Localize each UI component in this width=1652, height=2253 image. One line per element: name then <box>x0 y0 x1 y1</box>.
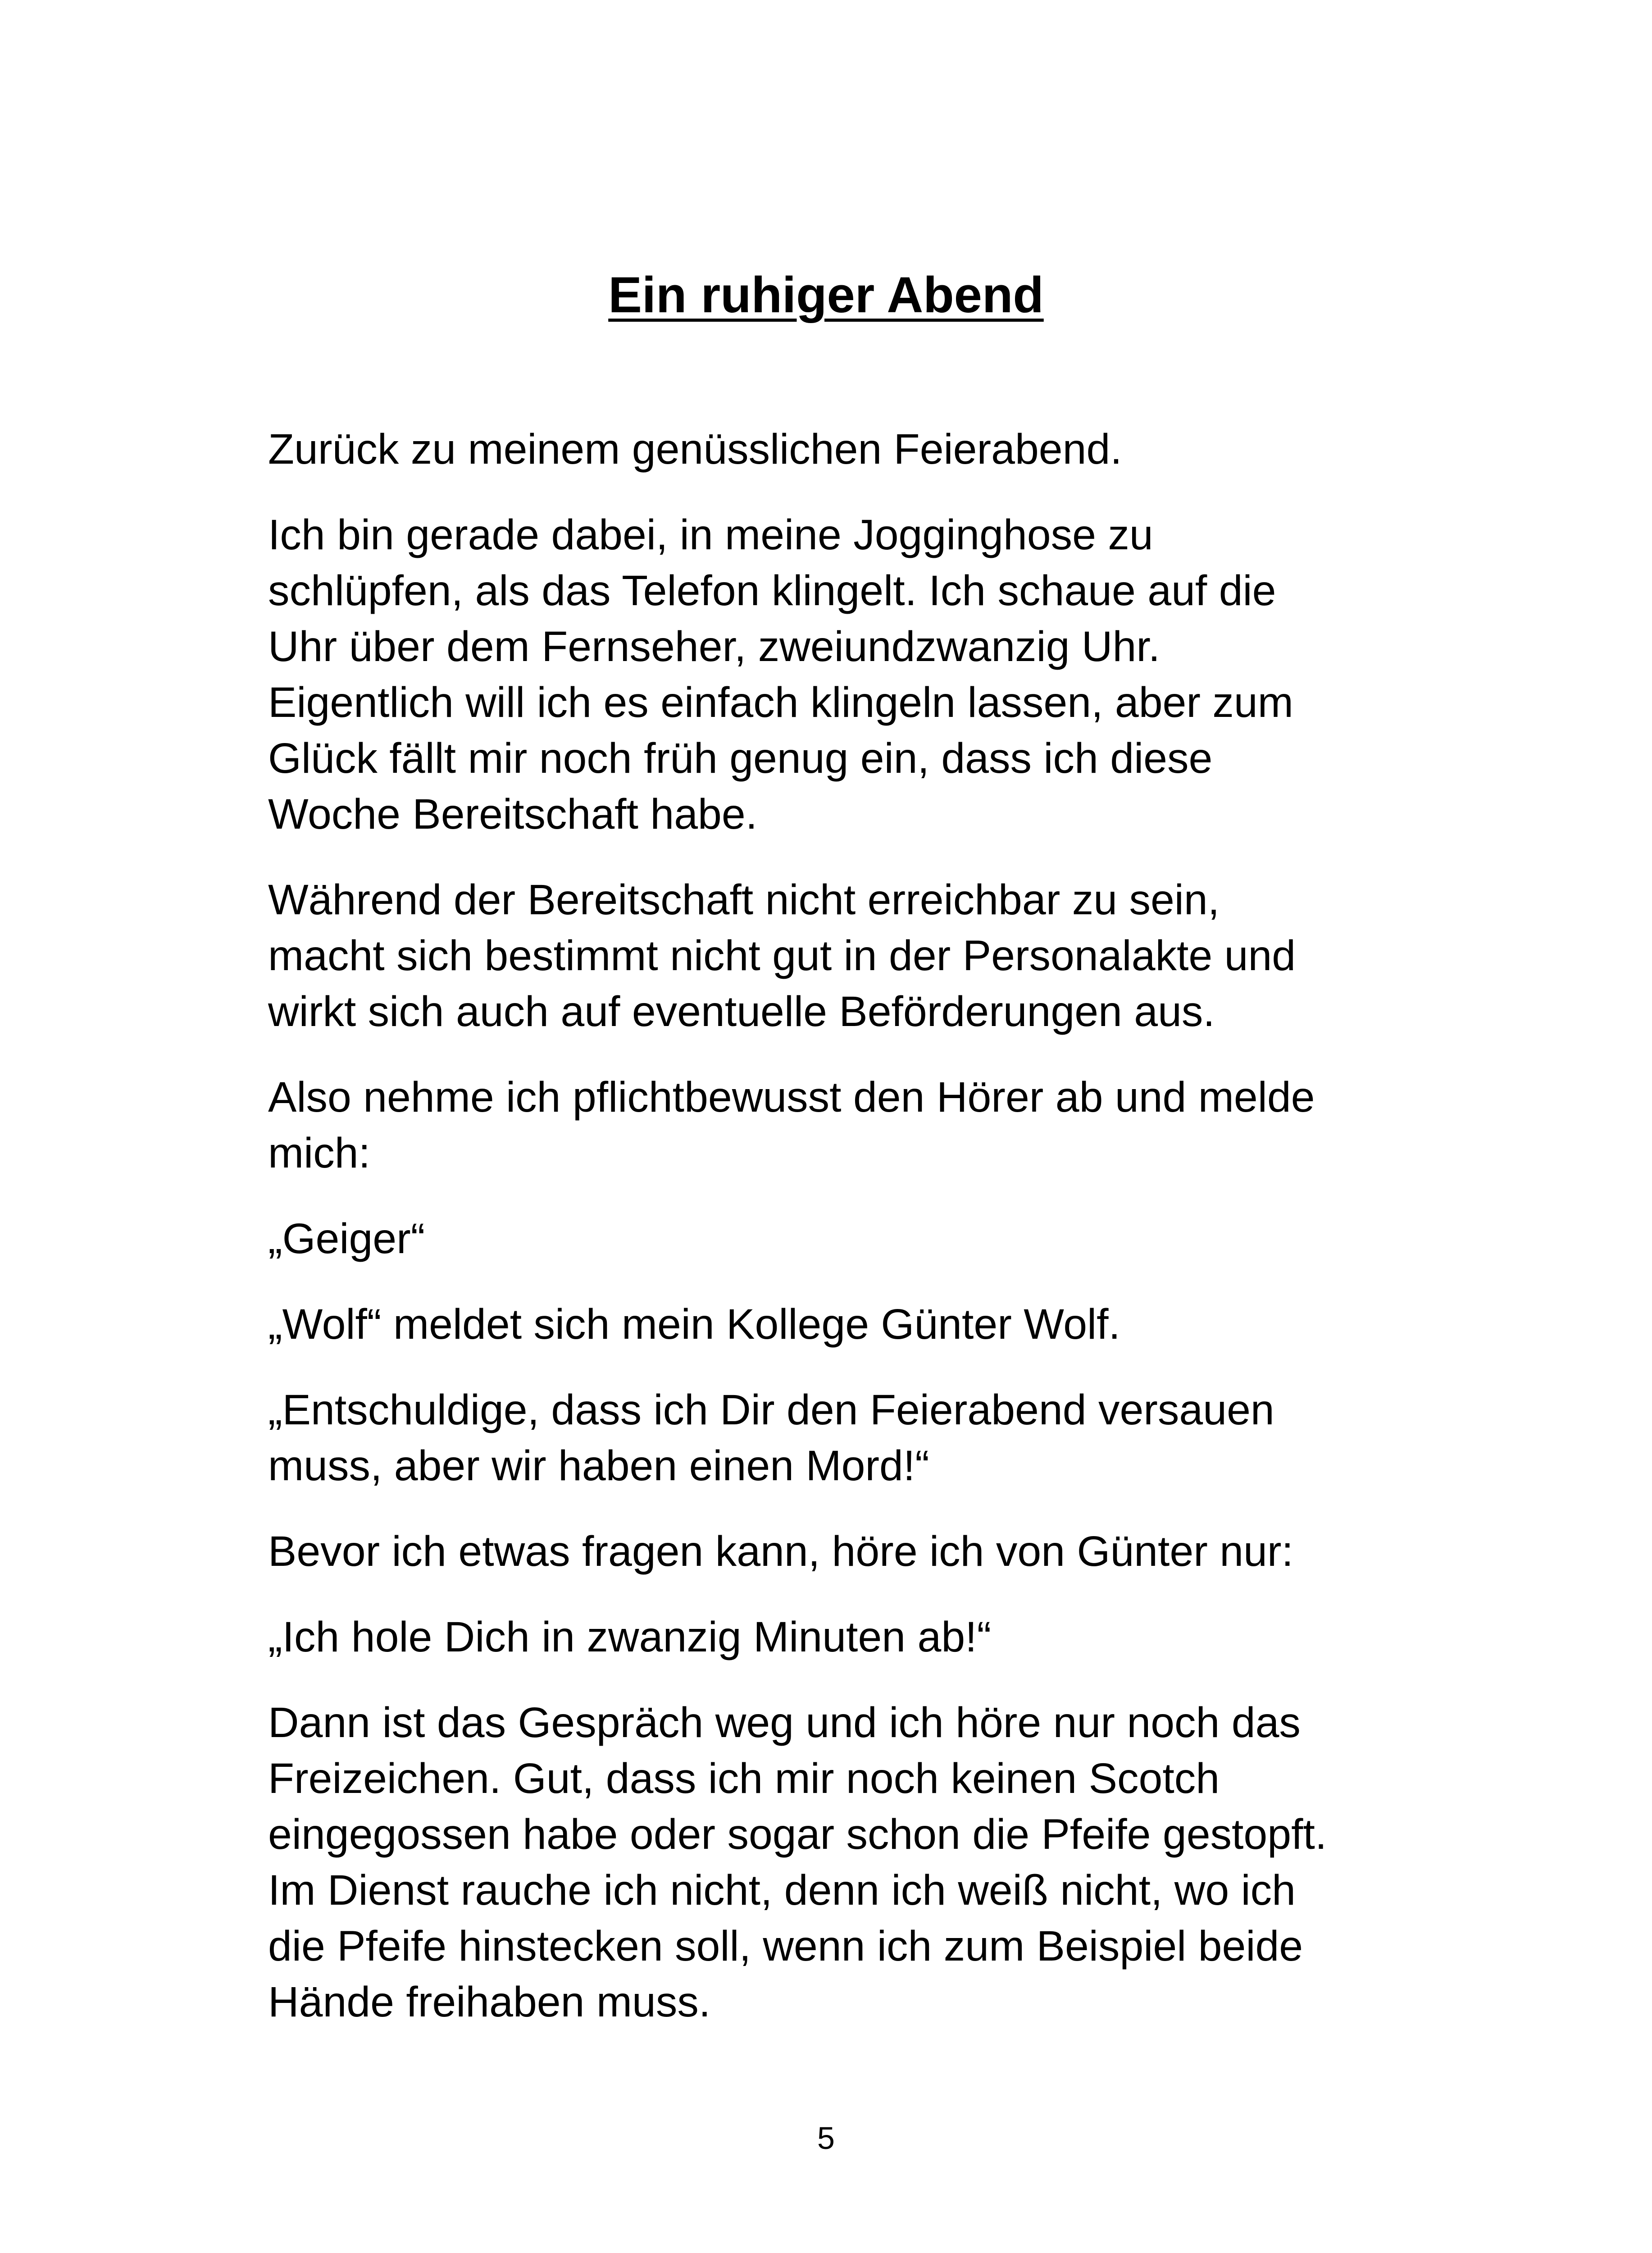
paragraph: Also nehme ich pflichtbewusst den Hörer ab und melde mich: <box>268 1073 1315 1177</box>
page-title: Ein ruhiger Abend <box>608 267 1044 323</box>
paragraph: Dann ist das Gespräch weg und ich höre nur noch das Freizeichen. Gut, dass ich mir noch keinen Scotch eingegossen habe oder sogar schon die Pfeife gestopft. Im Dienst rauche ich nicht, denn ich weiß nicht, wo ich die Pfeife hinstecken soll, wenn ich zum Beispiel beide Hände freihaben muss. <box>268 1699 1327 2026</box>
paragraph: Zurück zu meinem genüsslichen Feierabend. <box>268 425 1122 473</box>
paragraph: Während der Bereitschaft nicht erreichbar zu sein, macht sich bestimmt nicht gut in der Personalakte und wirkt sich auch auf eventuelle Beförderungen aus. <box>268 876 1296 1035</box>
paragraph: Bevor ich etwas fragen kann, höre ich von Günter nur: <box>268 1528 1293 1575</box>
body-text <box>268 421 1421 2060</box>
paragraph: „Ich hole Dich in zwanzig Minuten ab!“ <box>268 1613 992 1661</box>
paragraph: „Geiger“ <box>268 1215 425 1263</box>
paragraph: „Wolf“ meldet sich mein Kollege Günter Wolf. <box>268 1300 1120 1348</box>
paragraph: Ich bin gerade dabei, in meine Jogginghose zu schlüpfen, als das Telefon klingelt. Ich schaue auf die Uhr über dem Fernseher, zweiundzwanzig Uhr. Eigentlich will ich es einfach klingeln lassen, aber zum Glück fällt mir noch früh genug ein, dass ich diese Woche Bereitschaft habe. <box>268 511 1293 838</box>
paragraph: „Entschuldige, dass ich Dir den Feierabend versauen muss, aber wir haben einen Mord!“ <box>268 1386 1274 1490</box>
page-number: 5 <box>817 2121 835 2156</box>
